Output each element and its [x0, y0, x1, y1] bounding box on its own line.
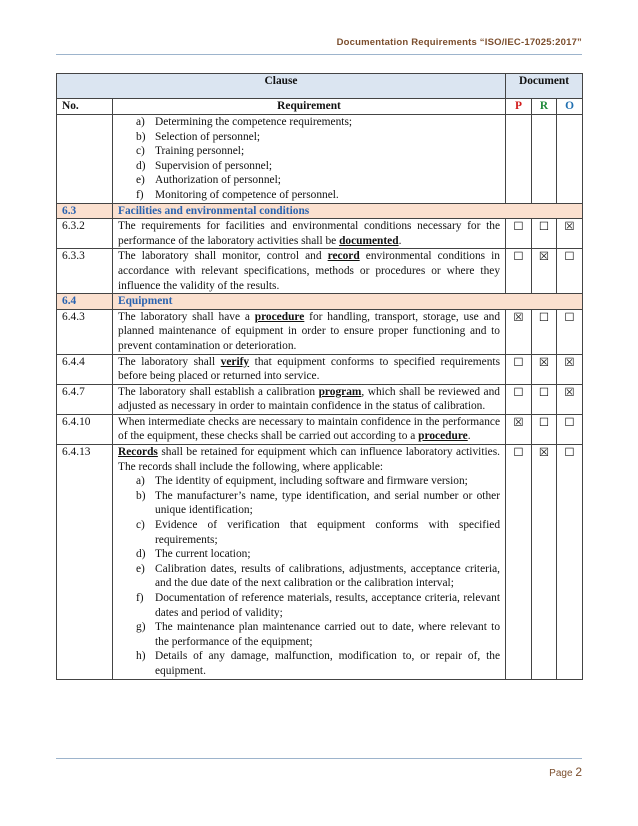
clause-header: Clause: [57, 74, 506, 99]
document-header: Document: [506, 74, 583, 99]
list-item: e) Calibration dates, results of calibrations, adjustments, acceptance criteria, and the due date of the next calibration or the calibration interval;: [136, 562, 501, 590]
page-number: 2: [575, 765, 582, 779]
list-item: h) Details of any damage, malfunction, modification to, or repair of, the equipment.: [136, 650, 501, 677]
list-item: d) Supervision of personnel;: [136, 159, 273, 172]
keyword: Records: [118, 446, 158, 459]
footer-divider: [56, 758, 582, 759]
page-footer: [549, 765, 582, 779]
r-checkbox[interactable]: ☒: [532, 354, 557, 384]
list-item: e) Authorization of personnel;: [136, 174, 281, 187]
row-number: 6.4.7: [57, 384, 113, 414]
requirement-text: The laboratory shall monitor, control and record environmental conditions in accordance with relevant specifications, methods or procedures or where they influence the validity of the results.: [113, 249, 506, 294]
row-number: 6.4.10: [57, 414, 113, 444]
requirement-text: The laboratory shall establish a calibration program, which shall be reviewed and adjusted as necessary in order to maintain confidence in the status of calibration.: [113, 384, 506, 414]
list-item: c) Training personnel;: [136, 145, 245, 158]
p-checkbox[interactable]: ☒: [506, 414, 532, 444]
keyword: documented: [339, 234, 399, 247]
section-title: Equipment: [113, 294, 583, 310]
table-row: [57, 414, 583, 444]
section-number: 6.4: [57, 294, 113, 310]
o-cell: [557, 115, 583, 204]
r-checkbox[interactable]: ☐: [532, 414, 557, 444]
r-checkbox[interactable]: ☐: [532, 384, 557, 414]
list-item: b) Selection of personnel;: [136, 130, 261, 143]
requirement-column-header: Requirement: [113, 99, 506, 115]
row-number: 6.4.3: [57, 309, 113, 354]
section-row: [57, 294, 583, 310]
list-item: g) The maintenance plan maintenance carried out to date, where relevant to the performance of the equipment;: [136, 621, 501, 648]
section-title: Facilities and environmental conditions: [113, 203, 583, 219]
table-header-row: [57, 74, 583, 99]
table-row: [57, 354, 583, 384]
list-item: d) The current location;: [136, 548, 251, 561]
r-cell: [532, 115, 557, 204]
keyword: program: [318, 385, 362, 398]
row-number: 6.3.2: [57, 219, 113, 249]
section-number: 6.3: [57, 203, 113, 219]
keyword: record: [327, 250, 360, 263]
list-item: f) Documentation of reference materials, results, acceptance criteria, relevant dates and period of validity;: [136, 592, 501, 619]
row-number: [57, 115, 113, 204]
table-row: [57, 445, 583, 680]
header-divider: [56, 54, 582, 55]
p-checkbox[interactable]: ☐: [506, 219, 532, 249]
requirement-text: The laboratory shall have a procedure for handling, transport, storage, use and planned maintenance of equipment in order to ensure proper functioning and to prevent contamination or deterioration.: [113, 309, 506, 354]
table-row: [57, 309, 583, 354]
r-column-header: R: [532, 99, 557, 115]
o-checkbox[interactable]: ☐: [557, 309, 583, 354]
column-header-row: [57, 99, 583, 115]
lettered-list: [118, 115, 500, 203]
row-number: 6.4.13: [57, 445, 113, 680]
row-number: 6.3.3: [57, 249, 113, 294]
table-row: [57, 115, 583, 204]
list-item: b) The manufacturer’s name, type identification, and serial number or other unique identification;: [136, 489, 501, 517]
r-checkbox[interactable]: ☒: [532, 445, 557, 680]
list-item: a) The identity of equipment, including software and firmware version;: [136, 475, 468, 488]
list-item: f) Monitoring of competence of personnel.: [136, 188, 339, 201]
page-header-title: Documentation Requirements “ISO/IEC-17025:2017”: [336, 37, 582, 48]
o-checkbox[interactable]: ☒: [557, 354, 583, 384]
p-checkbox[interactable]: ☐: [506, 249, 532, 294]
keyword: procedure: [418, 430, 468, 443]
lettered-list: [118, 474, 500, 678]
o-checkbox[interactable]: ☐: [557, 249, 583, 294]
table-row: [57, 249, 583, 294]
requirement-text: When intermediate checks are necessary to maintain confidence in the performance of the equipment, these checks shall be carried out according to a procedure.: [113, 414, 506, 444]
requirement-text: [113, 115, 506, 204]
requirement-text: Records shall be retained for equipment which can influence laboratory activities. The records shall include the following, where applicable: a) The identity of equipment, including software and firmware version; b) The manufacturer’s name, type identification, and serial number or other unique identification; c) Evidence of verification that equipment conforms with specified requirements; d) The current location; e) Calibration dates, results of calibrations, adjustments, acceptance criteria, and the due date of the next calibration or the calibration interval; f) Documentation of reference materials, results, acceptance criteria, relevant dates and period of validity; g) The maintenance plan maintenance carried out to date, where relevant to the performance of the equipment; h) Details of any damage, malfunction, modification to, or repair of, the equipment.: [113, 445, 506, 680]
requirement-text: The requirements for facilities and environmental conditions necessary for the performance of the laboratory activities shall be documented.: [113, 219, 506, 249]
no-column-header: No.: [57, 99, 113, 115]
list-item: c) Evidence of verification that equipment conforms with specified requirements;: [136, 519, 501, 546]
requirement-text: The laboratory shall verify that equipment conforms to specified requirements before being placed or returned into service.: [113, 354, 506, 384]
r-checkbox[interactable]: ☐: [532, 309, 557, 354]
page-label: Page: [549, 768, 573, 779]
table-row: [57, 384, 583, 414]
keyword: procedure: [254, 310, 305, 323]
p-checkbox[interactable]: ☒: [506, 309, 532, 354]
o-checkbox[interactable]: ☒: [557, 384, 583, 414]
o-column-header: O: [557, 99, 583, 115]
keyword: verify: [220, 355, 250, 368]
p-cell: [506, 115, 532, 204]
o-checkbox[interactable]: ☐: [557, 414, 583, 444]
table-row: [57, 219, 583, 249]
r-checkbox[interactable]: ☐: [532, 219, 557, 249]
list-item: a) Determining the competence requirements;: [136, 116, 353, 128]
o-checkbox[interactable]: ☒: [557, 219, 583, 249]
p-column-header: P: [506, 99, 532, 115]
p-checkbox[interactable]: ☐: [506, 445, 532, 680]
p-checkbox[interactable]: ☐: [506, 354, 532, 384]
o-checkbox[interactable]: ☐: [557, 445, 583, 680]
r-checkbox[interactable]: ☒: [532, 249, 557, 294]
row-number: 6.4.4: [57, 354, 113, 384]
section-row: [57, 203, 583, 219]
requirements-table: [56, 73, 583, 680]
p-checkbox[interactable]: ☐: [506, 384, 532, 414]
